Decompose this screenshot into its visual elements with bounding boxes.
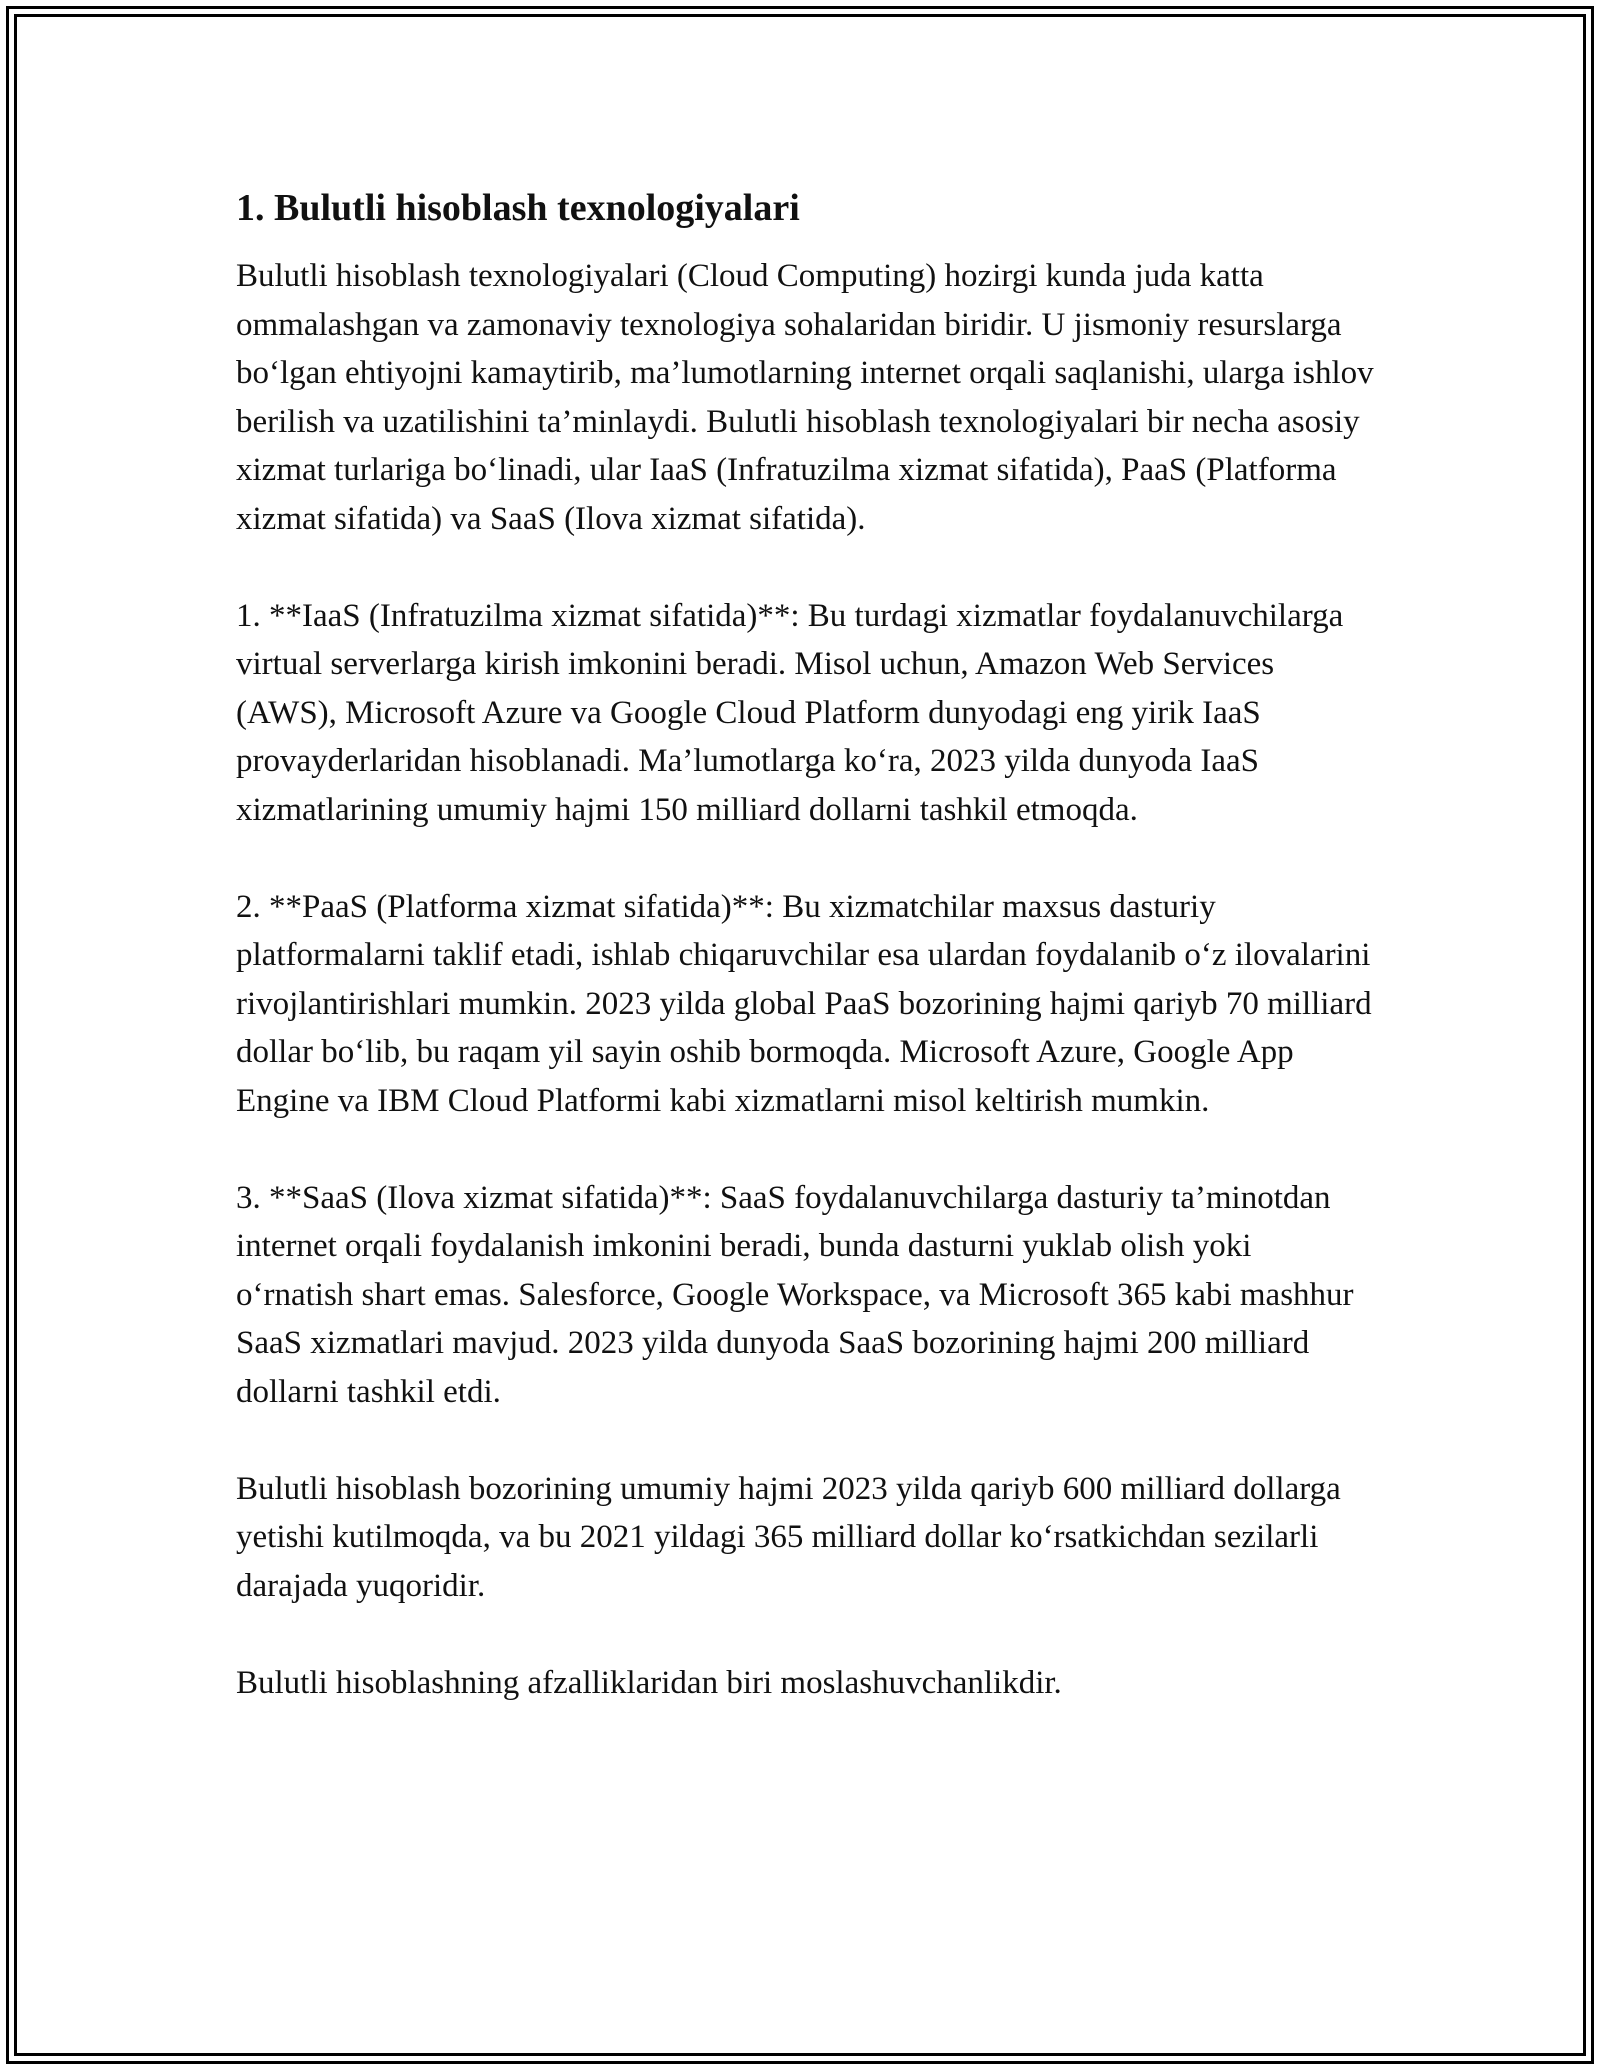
paragraph-saas: 3. **SaaS (Ilova xizmat sifatida)**: SaaS foydalanuvchilarga dasturiy ta’minotdan internet orqali foydalanish imkonini beradi, bunda dasturni yuklab olish yoki o‘rnatish shart emas. Salesforce, Google Workspace, va Microsoft 365 kabi mashhur SaaS xizmatlari mavjud. 2023 yilda dunyoda SaaS bozorining hajmi 200 milliard dollarni tashkil etdi.	[236, 1179, 1354, 1410]
paragraph-iaas: 1. **IaaS (Infratuzilma xizmat sifatida)**: Bu turdagi xizmatlar foydalanuvchilarga virtual serverlarga kirish imkonini beradi. Misol uchun, Amazon Web Services (AWS), Microsoft Azure va Google Cloud Platform dunyodagi eng yirik IaaS provayderlaridan hisoblanadi. Ma’lumotlarga ko‘ra, 2023 yilda dunyoda IaaS xizmatlarining umumiy hajmi 150 milliard dollarni tashkil etmoqda.	[236, 597, 1344, 828]
document-title: 1. Bulutli hisoblash texnologiyalari	[236, 187, 800, 229]
paragraph-paas: 2. **PaaS (Platforma xizmat sifatida)**: Bu xizmatchilar maxsus dasturiy platformalarni taklif etadi, ishlab chiqaruvchilar esa ulardan foydalanib o‘z ilovalarini rivojlantirishlari mumkin. 2023 yilda global PaaS bozorining hajmi qariyb 70 milliard dollar bo‘lib, bu raqam yil sayin oshib bormoqda. Microsoft Azure, Google App Engine va IBM Cloud Platformi kabi xizmatlarni misol keltirish mumkin.	[236, 888, 1372, 1119]
paragraph-intro: Bulutli hisoblash texnologiyalari (Cloud Computing) hozirgi kunda juda katta ommalashgan va zamonaviy texnologiya sohalaridan biridir. U jismoniy resurslarga bo‘lgan ehtiyojni kamaytirib, ma’lumotlarning internet orqali saqlanishi, ularga ishlov berilish va uzatilishini ta’minlaydi. Bulutli hisoblash texnologiyalari bir necha asosiy xizmat turlariga bo‘linadi, ular IaaS (Infratuzilma xizmat sifatida), PaaS (Platforma xizmat sifatida) va SaaS (Ilova xizmat sifatida).	[236, 258, 1374, 537]
document-body	[236, 184, 1376, 1756]
paragraph-advantages: Bulutli hisoblashning afzalliklaridan biri moslashuvchanlikdir.	[236, 1664, 1062, 1701]
paragraph-market-size: Bulutli hisoblash bozorining umumiy hajmi 2023 yilda qariyb 600 milliard dollarga yetishi kutilmoqda, va bu 2021 yildagi 365 milliard dollar ko‘rsatkichdan sezilarli darajada yuqoridir.	[236, 1470, 1341, 1604]
